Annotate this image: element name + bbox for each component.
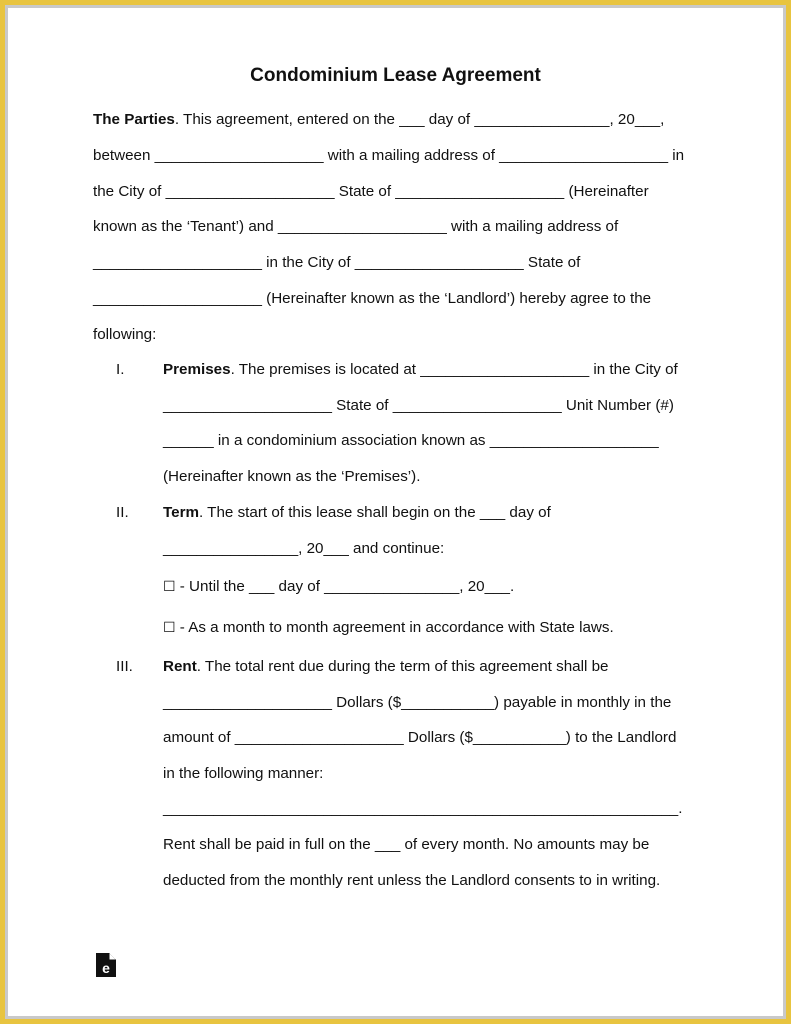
parties-line-6: ____________________ (Hereinafter known as the ‘Landlord’) hereby agree to the — [93, 290, 652, 307]
rent-line-6: Rent shall be paid in full on the ___ of every month. No amounts may be — [163, 836, 650, 853]
term-line-2: ________________, 20___ and continue: — [163, 540, 445, 557]
parties-line-5: ____________________ in the City of ____________________ State of — [93, 254, 581, 271]
rent-line-1 — [163, 657, 608, 677]
rent-line-4: in the following manner: — [163, 765, 324, 782]
svg-text:e: e — [102, 960, 110, 976]
term-option-until — [163, 576, 514, 597]
rent-line-5: _____________________________________________________________. — [163, 800, 683, 817]
rent-line-2: ____________________ Dollars ($___________) payable in monthly in the — [163, 694, 672, 711]
term-line-1 — [163, 503, 551, 523]
premises-numeral: I. — [116, 361, 125, 378]
term-numeral: II. — [116, 504, 129, 521]
until-checkbox[interactable]: ☐ — [163, 578, 176, 594]
premises-heading: Premises — [163, 361, 231, 378]
rent-numeral: III. — [116, 658, 133, 675]
parties-heading: The Parties — [93, 111, 175, 128]
premises-line-1 — [163, 360, 678, 380]
parties-text-1: . This agreement, entered on the ___ day of ________________, 20___, — [174, 111, 665, 128]
eforms-logo-icon — [95, 952, 117, 978]
term-text-1: . The start of this lease shall begin on the ___ day of — [199, 504, 551, 521]
premises-text-1: . The premises is located at ____________________ in the City of — [230, 361, 678, 378]
parties-line-7: following: — [93, 326, 157, 343]
document-title: Condominium Lease Agreement — [250, 65, 541, 86]
parties-line-1 — [93, 110, 664, 130]
parties-line-3: the City of ____________________ State of ____________________ (Hereinafter — [93, 183, 649, 200]
parties-line-4: known as the ‘Tenant’) and ____________________ with a mailing address of — [93, 218, 619, 235]
parties-line-2: between ____________________ with a mailing address of ____________________ in — [93, 147, 685, 164]
document-page — [8, 8, 783, 1016]
premises-line-3: ______ in a condominium association known as ____________________ — [163, 432, 659, 449]
rent-line-7: deducted from the monthly rent unless the Landlord consents to in writing. — [163, 872, 661, 889]
premises-line-4: (Hereinafter known as the ‘Premises’). — [163, 468, 421, 485]
term-heading: Term — [163, 504, 200, 521]
rent-line-3: amount of ____________________ Dollars ($___________) to the Landlord — [163, 729, 677, 746]
month-to-month-checkbox[interactable]: ☐ — [163, 619, 176, 635]
term-option-month-to-month — [163, 617, 614, 638]
month-to-month-option-text: - As a month to month agreement in accordance with State laws. — [175, 619, 614, 636]
rent-heading: Rent — [163, 658, 197, 675]
until-option-text: - Until the ___ day of ________________, 20___. — [175, 578, 515, 595]
premises-line-2: ____________________ State of ____________________ Unit Number (#) — [163, 397, 674, 414]
rent-text-1: . The total rent due during the term of this agreement shall be — [196, 658, 609, 675]
